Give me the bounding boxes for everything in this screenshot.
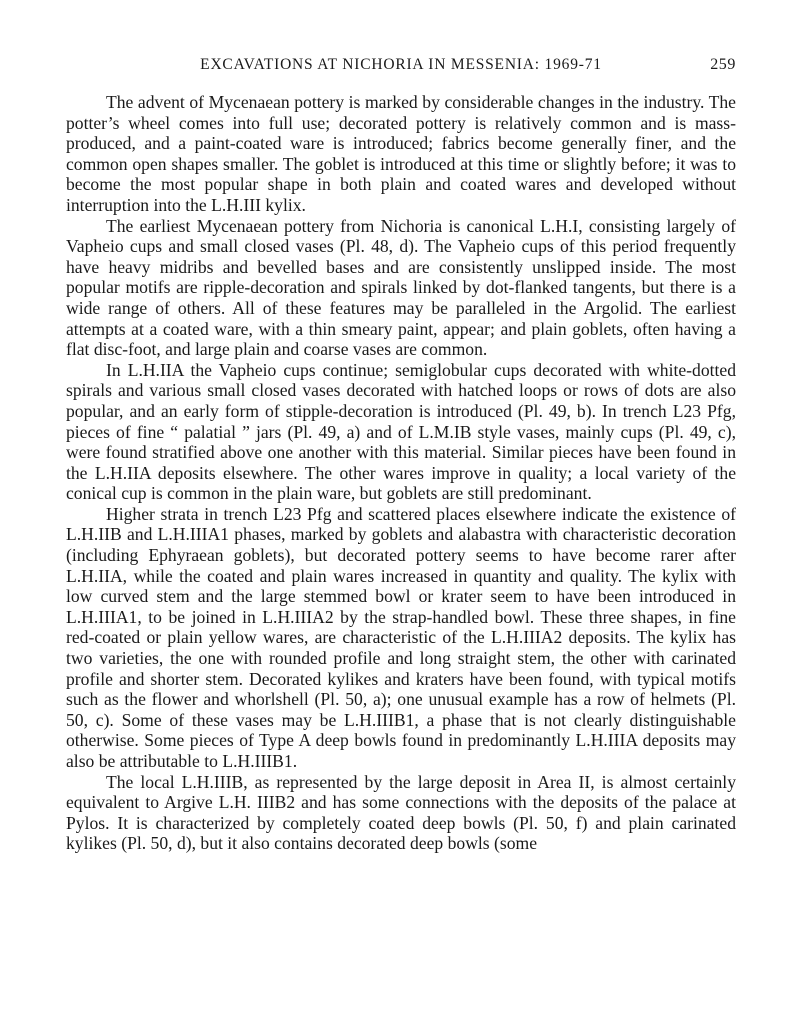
running-head — [66, 56, 736, 80]
paragraph-5: The local L.H.IIIB, as represented by the large deposit in Area II, is almost certainly equivalent to Argive L.H. IIIB2 and has some connections with the deposits of the palace at Pylos. It is characterized by completely coated deep bowls (Pl. 50, f) and plain carinated kylikes (Pl. 50, d), but it also contains decorated deep bowls (some — [66, 771, 736, 854]
paragraph-4: Higher strata in trench L23 Pfg and scattered places elsewhere indicate the existence of L.H.IIB and L.H.IIIA1 phases, marked by goblets and alabastra with characteristic decoration (including Ephyraean goblets), but decorated pottery seems to have become rarer after L.H.IIA, while the coated and plain wares increased in quantity and quality. The kylix with low curved stem and the large stemmed bowl or krater seem to have been introduced in L.H.IIIA1, to be joined in L.H.IIIA2 by the strap-handled bowl. These three shapes, in fine red-coated or plain yellow wares, are characteristic of the L.H.IIIA2 deposits. The kylix has two varieties, the one with rounded profile and long straight stem, the other with carinated profile and shorter stem. Decorated kylikes and kraters have been found, with typical motifs such as the flower and whorlshell (Pl. 50, a); one unusual example has a row of helmets (Pl. 50, c). Some of these vases may be L.H.IIIB1, a phase that is not clearly distinguishable otherwise. Some pieces of Type A deep bowls found in predominantly L.H.IIIA deposits may also be attributable to L.H.IIIB1. — [66, 503, 736, 771]
page-number: 259 — [710, 56, 736, 73]
paragraph-3: In L.H.IIA the Vapheio cups continue; semiglobular cups decorated with white-dotted spirals and various small closed vases decorated with hatched loops or rows of dots are also popular, and an early form of stipple-decoration is introduced (Pl. 49, b). In trench L23 Pfg, pieces of fine “ palatial ” jars (Pl. 49, a) and of L.M.IB style vases, mainly cups (Pl. 49, c), were found stratified above one another with this material. Similar pieces have been found in the L.H.IIA deposits elsewhere. The other wares improve in quality; a local variety of the conical cup is common in the plain ware, but goblets are still predominant. — [66, 359, 736, 504]
paragraph-2: The earliest Mycenaean pottery from Nichoria is canonical L.H.I, consisting largely of Vapheio cups and small closed vases (Pl. 48, d). The Vapheio cups of this period frequently have heavy midribs and bevelled bases and are consistently unslipped inside. The most popular motifs are ripple-decoration and spirals linked by dot-flanked tangents, but there is a wide range of others. All of these features may be paralleled in the Argolid. The earliest attempts at a coated ware, with a thin smeary paint, appear; and plain goblets, often having a flat disc-foot, and large plain and coarse vases are common. — [66, 215, 736, 360]
body-text — [66, 92, 736, 854]
paragraph-1: The advent of Mycenaean pottery is marked by considerable changes in the industry. The potter’s wheel comes into full use; decorated pottery is relatively common and is mass-produced, and a paint-coated ware is introduced; fabrics become generally finer, and the common open shapes smaller. The goblet is introduced at this time or slightly before; it was to become the most popular shape in both plain and coated wares and developed without interruption into the L.H.III kylix. — [66, 92, 736, 215]
page — [66, 56, 736, 854]
running-title: EXCAVATIONS AT NICHORIA IN MESSENIA: 1969-71 — [200, 56, 602, 73]
